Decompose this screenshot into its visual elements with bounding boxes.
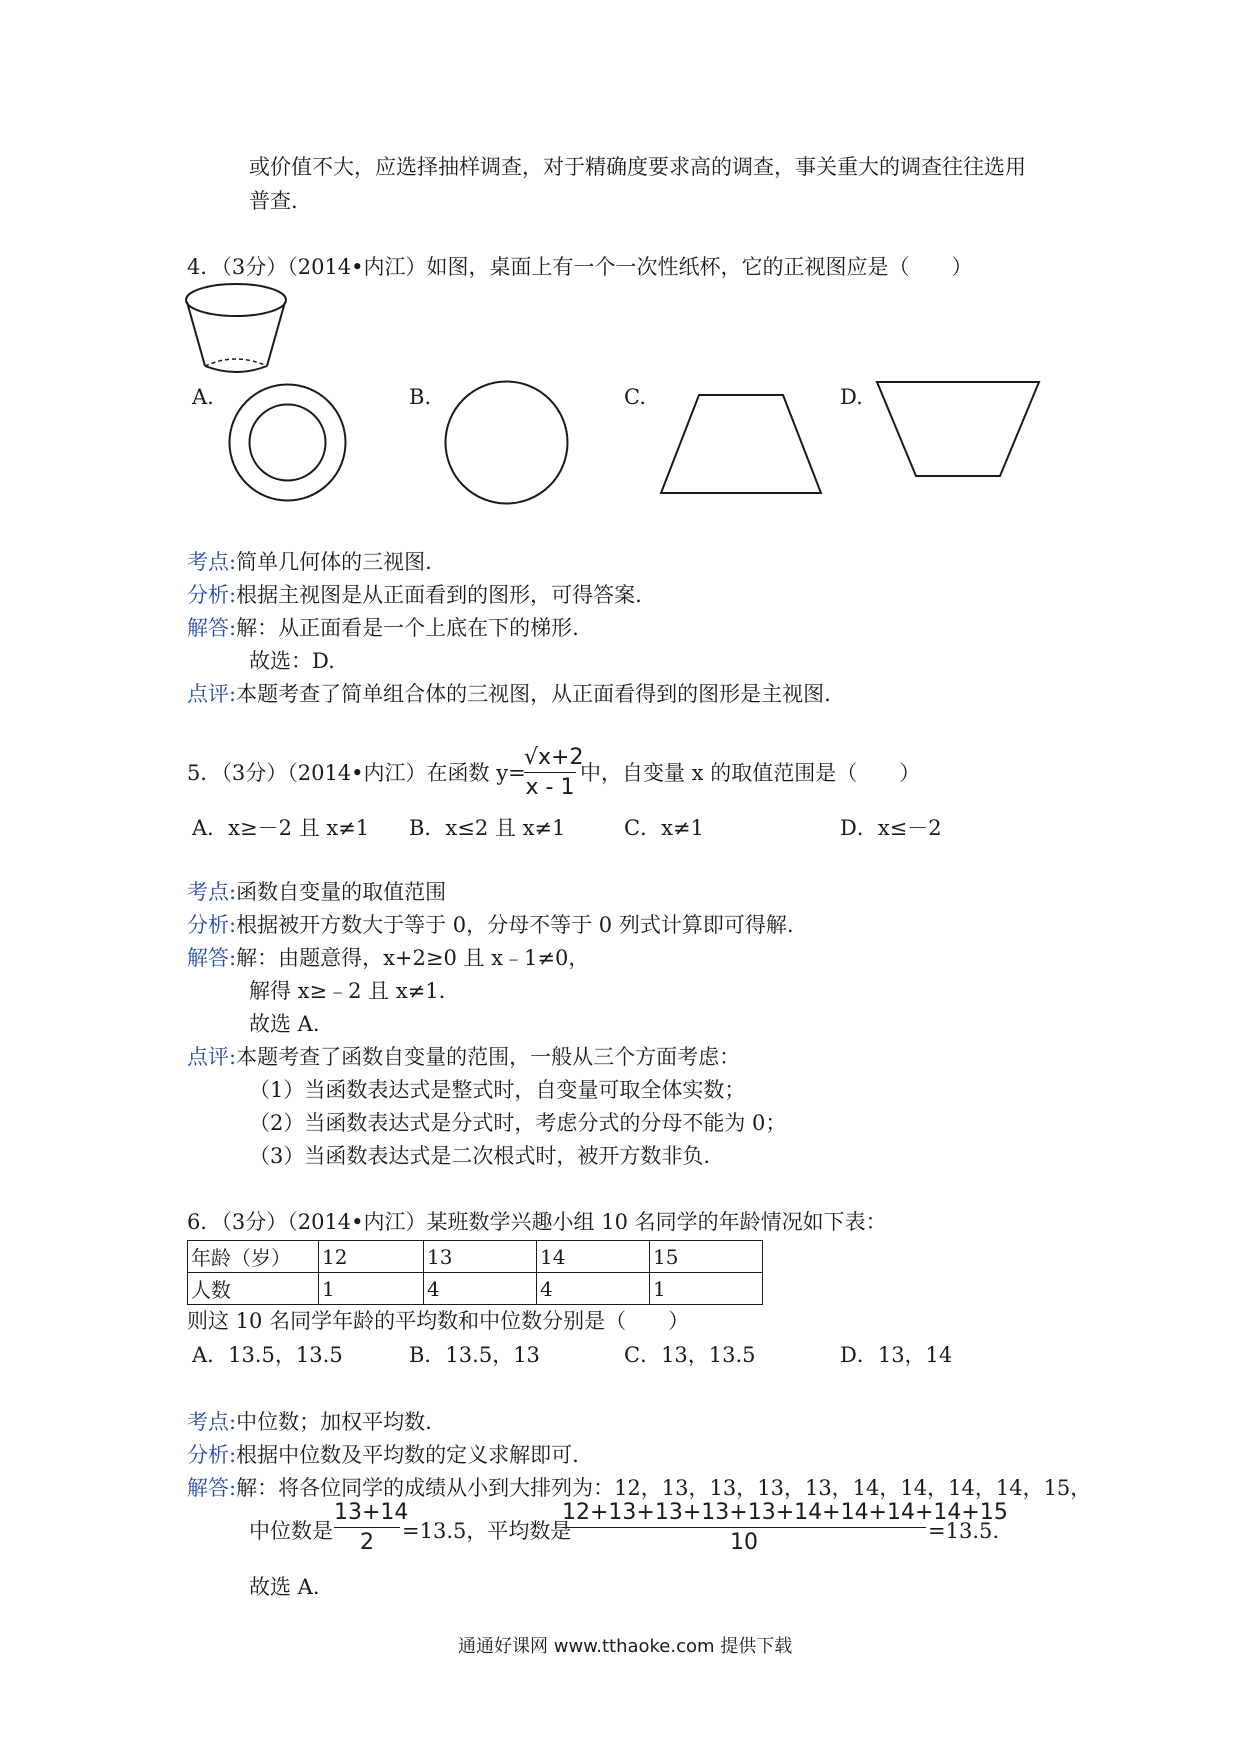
q5-option-b: B．x≤2 且 x≠1	[409, 816, 566, 840]
q6-median-label: 中位数是	[249, 1519, 333, 1543]
paper-cup-figure	[183, 278, 289, 378]
kaodian-label: 考点:	[187, 880, 237, 904]
q6-median-numerator: 13+14	[334, 1500, 409, 1525]
q4-stem: 4．（3分）（2014•内江）如图，桌面上有一个一次性纸杯，它的正视图应是（ ）	[187, 255, 973, 279]
q6-option-a: A．13.5，13.5	[192, 1343, 343, 1367]
q6-option-d: D．13，14	[840, 1343, 953, 1367]
fraction-bar	[524, 772, 576, 773]
q6-fenxi	[187, 1445, 579, 1466]
fenxi-label: 分析:	[187, 1443, 237, 1467]
kaodian-label: 考点:	[187, 1410, 237, 1434]
table-cell: 13	[424, 1241, 537, 1273]
table-cell: 年龄（岁）	[188, 1241, 319, 1273]
fraction-bar	[334, 1527, 400, 1528]
q6-median-denominator: 2	[360, 1530, 374, 1556]
q4-option-d-label: D.	[840, 385, 863, 409]
q4-option-a-label: A.	[192, 385, 214, 409]
q4-dianping-text: 本题考查了简单组合体的三视图，从正面看得到的图形是主视图.	[236, 682, 831, 706]
q4-option-b-figure	[443, 379, 570, 506]
q4-option-d-figure	[874, 379, 1042, 479]
q5-option-a: A．x≥－2 且 x≠1	[192, 816, 370, 840]
table-cell: 4	[537, 1273, 650, 1305]
fraction-bar	[562, 1527, 926, 1528]
q5-jieda-text: 解：由题意得，x+2≥0 且 x﹣1≠0，	[236, 946, 590, 970]
q5-dianping-text: 本题考查了函数自变量的范围，一般从三个方面考虑：	[236, 1045, 741, 1069]
q5-jieda-line-2: 解得 x≥﹣2 且 x≠1.	[249, 979, 446, 1003]
q4-jieda-text: 解：从正面看是一个上底在下的梯形.	[236, 616, 579, 640]
q6-jieda-text: 解：将各位同学的成绩从小到大排列为：12，13，13，13，13，14，14，14，14，15，	[236, 1476, 1092, 1500]
footer-text: 通通好课网 www.tthaoke.com 提供下载	[458, 1636, 793, 1657]
q6-mean-denominator: 10	[730, 1530, 758, 1556]
q6-median-fraction	[334, 1500, 409, 1556]
q4-jieda	[187, 618, 579, 639]
q4-fenxi-text: 根据主视图是从正面看到的图形，可得答案.	[236, 583, 642, 607]
q6-median-result: =13.5，平均数是	[402, 1519, 572, 1543]
table-cell: 12	[319, 1241, 424, 1273]
q5-fenxi-text: 根据被开方数大于等于 0，分母不等于 0 列式计算即可得解.	[236, 913, 794, 937]
table-row	[188, 1241, 763, 1273]
q6-mean-numerator: 12+13+13+13+13+14+14+14+14+15	[562, 1500, 1008, 1525]
q5-option-d: D．x≤－2	[840, 816, 942, 840]
table-cell: 人数	[188, 1273, 319, 1305]
table-cell: 1	[319, 1273, 424, 1305]
q5-fraction-denominator: x - 1	[525, 775, 575, 801]
fenxi-label: 分析:	[187, 583, 237, 607]
q4-kaodian	[187, 552, 432, 573]
q5-function-fraction	[524, 745, 584, 801]
q6-kaodian-text: 中位数；加权平均数.	[236, 1410, 432, 1434]
q4-option-c-figure	[658, 392, 824, 496]
q6-option-c: C．13，13.5	[624, 1343, 756, 1367]
intro-line-2: 普查.	[249, 189, 298, 213]
q6-jieda-answer: 故选 A.	[249, 1575, 320, 1599]
q6-jieda	[187, 1478, 1091, 1499]
intro-line-1: 或价值不大，应选择抽样调查，对于精确度要求高的调查，事关重大的调查往往选用	[249, 155, 1026, 179]
q6-mean-result: =13.5.	[928, 1519, 1000, 1543]
q6-fenxi-text: 根据中位数及平均数的定义求解即可.	[236, 1443, 579, 1467]
q5-jieda-answer: 故选 A.	[249, 1012, 320, 1036]
q5-dianping	[187, 1047, 740, 1068]
q5-point-3: （3）当函数表达式是二次根式时，被开方数非负.	[249, 1144, 711, 1168]
dianping-label: 点评:	[187, 682, 237, 706]
q4-option-b-label: B.	[409, 385, 432, 409]
q5-stem-suffix: 中，自变量 x 的取值范围是（ ）	[580, 761, 921, 785]
q4-dianping	[187, 684, 831, 705]
q6-option-b: B．13.5，13	[409, 1343, 540, 1367]
q5-kaodian-text: 函数自变量的取值范围	[236, 880, 447, 904]
jieda-label: 解答:	[187, 616, 237, 640]
dianping-label: 点评:	[187, 1045, 237, 1069]
q4-jieda-answer: 故选：D.	[249, 649, 335, 673]
q5-point-1: （1）当函数表达式是整式时，自变量可取全体实数；	[249, 1078, 746, 1102]
q5-kaodian	[187, 882, 446, 903]
q5-point-2: （2）当函数表达式是分式时，考虑分式的分母不能为 0；	[249, 1111, 787, 1135]
q5-fenxi	[187, 915, 794, 936]
table-row	[188, 1273, 763, 1305]
q5-fraction-numerator: √x+2	[524, 745, 584, 770]
table-cell: 15	[650, 1241, 763, 1273]
table-cell: 4	[424, 1273, 537, 1305]
jieda-label: 解答:	[187, 1476, 237, 1500]
q4-kaodian-text: 简单几何体的三视图.	[236, 550, 432, 574]
q4-fenxi	[187, 585, 642, 606]
q6-after-table: 则这 10 名同学年龄的平均数和中位数分别是（ ）	[187, 1309, 690, 1333]
q5-option-c: C．x≠1	[624, 816, 704, 840]
q4-option-c-label: C.	[624, 385, 646, 409]
kaodian-label: 考点:	[187, 550, 237, 574]
age-table	[187, 1240, 763, 1305]
q5-jieda	[187, 948, 589, 969]
q4-option-a-figure	[225, 380, 350, 505]
q6-kaodian	[187, 1412, 432, 1433]
q6-stem: 6．（3分）（2014•内江）某班数学兴趣小组 10 名同学的年龄情况如下表：	[187, 1210, 887, 1234]
q5-stem-prefix: 5．（3分）（2014•内江）在函数 y=	[187, 761, 526, 785]
jieda-label: 解答:	[187, 946, 237, 970]
table-cell: 14	[537, 1241, 650, 1273]
table-cell: 1	[650, 1273, 763, 1305]
fenxi-label: 分析:	[187, 913, 237, 937]
